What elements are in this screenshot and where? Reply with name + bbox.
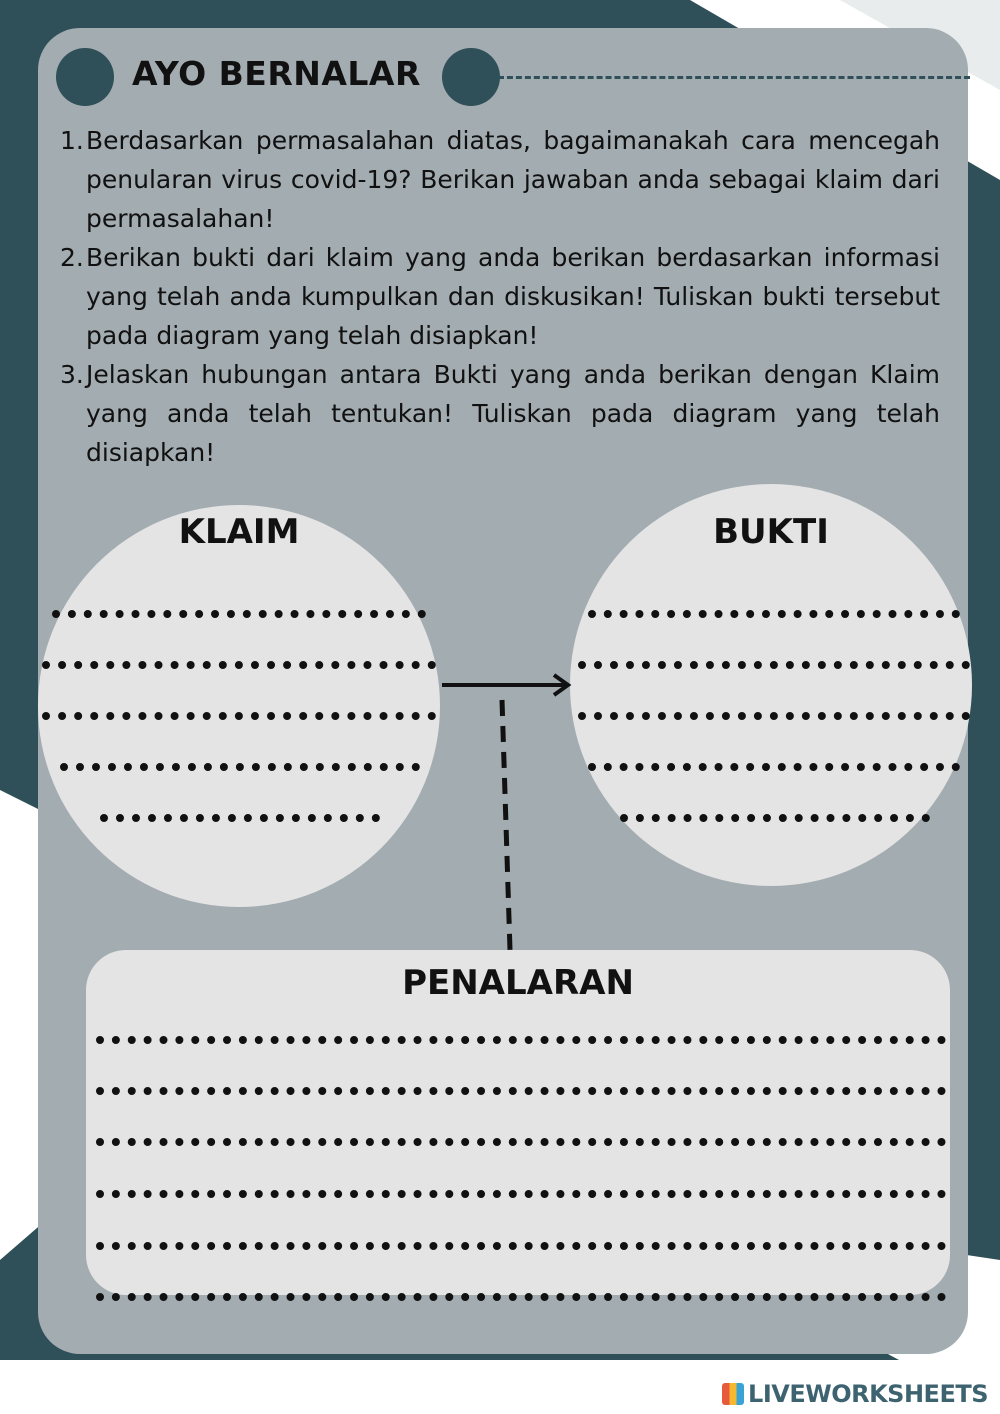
question-text: Berdasarkan permasalahan diatas, bagaimanakah cara mencegah penularan virus covid-19? Berikan jawaban anda sebagai klaim dari permasalahan! (86, 126, 940, 233)
question-text: Berikan bukti dari klaim yang anda berikan berdasarkan informasi yang telah anda kumpulkan dan diskusikan! Tuliskan bukti tersebut pada diagram yang telah disiapkan! (86, 243, 940, 350)
question-number: 2. (60, 243, 84, 272)
liveworksheets-icon (722, 1383, 744, 1405)
penalaran-label: PENALARAN (402, 963, 634, 1003)
penalaran-answer-line-6[interactable] (96, 1293, 946, 1301)
question-number: 1. (60, 126, 84, 155)
question-text: Jelaskan hubungan antara Bukti yang anda berikan dengan Klaim yang anda telah tentukan! Tuliskan pada diagram yang telah disiapkan! (86, 360, 940, 467)
brand-text: LIVEWORKSHEETS (748, 1380, 988, 1408)
penalaran-answer-line-3[interactable] (96, 1138, 946, 1146)
dashed-connector (502, 700, 510, 950)
page-title: AYO BERNALAR (132, 54, 421, 93)
penalaran-answer-line-5[interactable] (96, 1242, 946, 1250)
penalaran-answer-line-4[interactable] (96, 1190, 946, 1198)
penalaran-answer-line-2[interactable] (96, 1087, 946, 1095)
liveworksheets-logo (722, 1380, 988, 1408)
klaim-label: KLAIM (178, 512, 300, 552)
question-number: 3. (60, 360, 84, 389)
bukti-label: BUKTI (713, 512, 829, 552)
penalaran-answer-line-1[interactable] (96, 1036, 946, 1044)
